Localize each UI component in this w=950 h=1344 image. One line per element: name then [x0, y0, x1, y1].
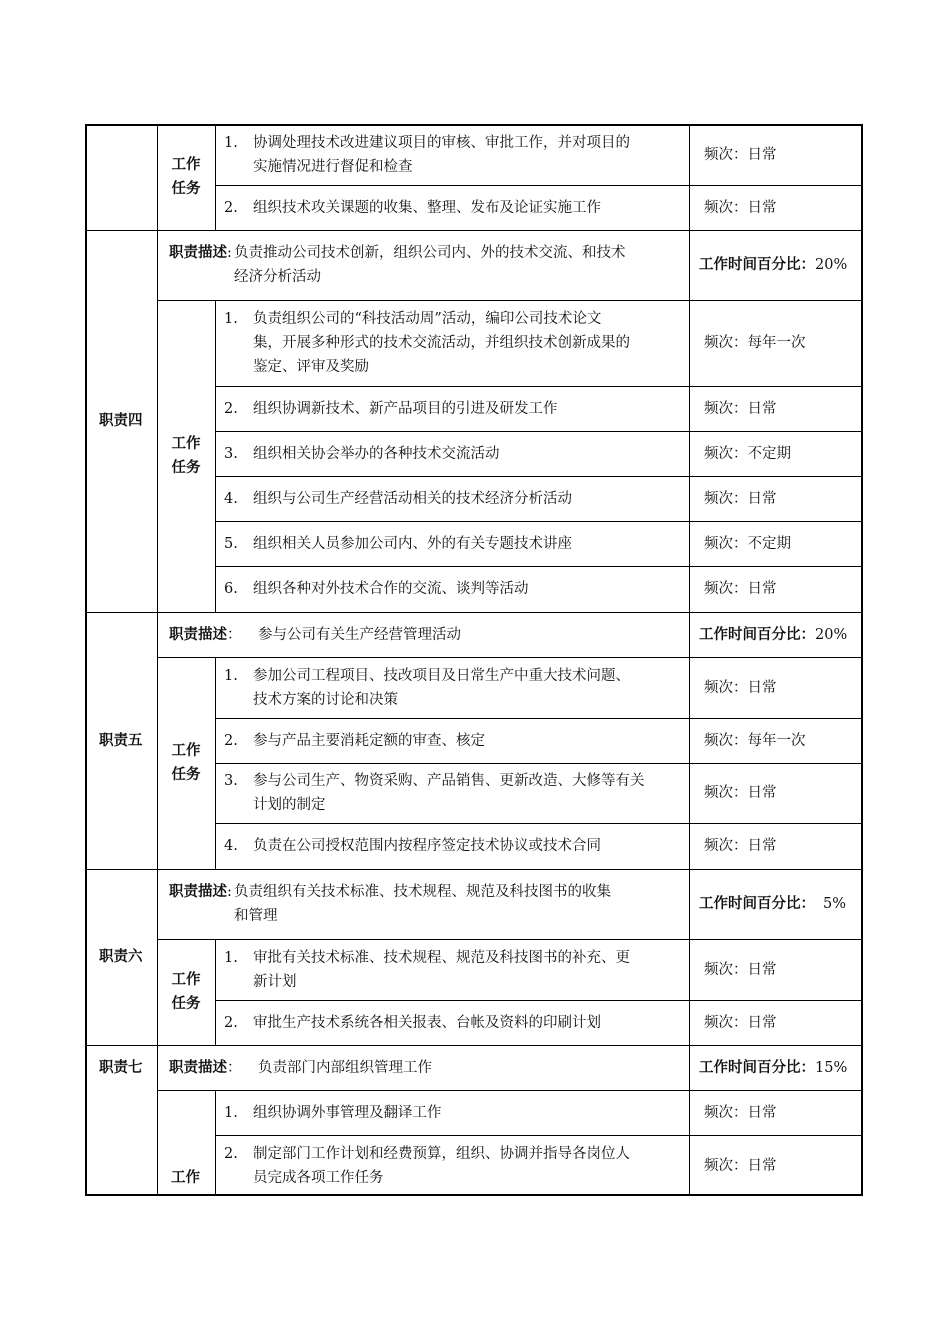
task-frequency: 频次：每年一次: [704, 732, 806, 749]
task-divider: [215, 566, 862, 567]
task-text: 负责在公司授权范围内按程序签定技术协议或技术合同: [253, 838, 601, 854]
task-number: 5.: [224, 535, 238, 552]
desc-label: 职责描述: [169, 883, 227, 900]
task-text: 技术方案的讨论和决策: [253, 691, 398, 708]
duty-title: 职责五: [99, 731, 143, 749]
desc-text: 负责推动公司技术创新，组织公司内、外的技术交流、和技术: [234, 245, 626, 261]
time-percent-value: 20%: [815, 257, 848, 273]
task-frequency: 频次：日常: [704, 785, 777, 801]
task-text: 组织各种对外技术合作的交流、谈判等活动: [253, 581, 529, 597]
tasks-label: 工作: [171, 435, 201, 452]
task-text: 参加公司工程项目、技改项目及日常生产中重大技术问题、: [253, 667, 630, 684]
col-divider-tasklabel: [215, 124, 216, 230]
tasks-label: 工作: [171, 971, 201, 988]
task-frequency: 频次：不定期: [704, 445, 791, 462]
task-frequency: 频次：日常: [704, 1014, 777, 1031]
time-percent-value: 5%: [823, 896, 847, 912]
task-number: 4.: [224, 490, 238, 507]
task-frequency: 频次：每年一次: [704, 335, 806, 351]
task-divider: [215, 185, 862, 186]
tasks-label: 工作: [171, 156, 201, 173]
task-text: 参与公司生产、物资采购、产品销售、更新改造、大修等有关: [253, 773, 645, 789]
duty-title: 职责四: [99, 412, 143, 429]
duty-title: 职责六: [99, 948, 143, 965]
col-divider-percent: [689, 612, 690, 657]
task-text: 组织技术攻关课题的收集、整理、发布及论证实施工作: [253, 199, 601, 216]
tasks-label: 任务: [171, 766, 201, 783]
time-percent-label: 工作时间百分比：: [699, 256, 815, 273]
task-text: 审批有关技术标准、技术规程、规范及科技图书的补充、更: [253, 949, 630, 966]
task-divider: [215, 718, 862, 719]
task-number: 1.: [224, 667, 238, 684]
task-number: 2.: [224, 199, 238, 216]
desc-label: 职责描述: [169, 625, 227, 643]
col-divider-title: [157, 124, 158, 1196]
task-frequency: 频次：日常: [704, 199, 777, 216]
task-number: 2.: [224, 1014, 238, 1031]
desc-separator: :: [227, 884, 232, 900]
col-divider-percent: [689, 869, 690, 939]
task-frequency: 频次：日常: [704, 961, 777, 978]
col-divider-frequency: [689, 939, 690, 1045]
tasks-label: 任务: [171, 459, 201, 476]
desc-text: 负责组织有关技术标准、技术规程、规范及科技图书的收集: [234, 884, 611, 900]
duty-divider: [86, 612, 862, 613]
desc-text: 和管理: [234, 908, 278, 924]
task-divider: [215, 521, 862, 522]
task-text: 鉴定、评审及奖励: [253, 359, 369, 375]
time-percent-label: 工作时间百分比：: [699, 895, 815, 912]
col-divider-tasklabel: [215, 939, 216, 1045]
task-frequency: 频次：日常: [704, 838, 777, 854]
desc-divider: [157, 300, 862, 301]
tasks-label: 工作: [171, 1169, 200, 1186]
task-text: 员完成各项工作任务: [253, 1169, 384, 1186]
task-text: 组织相关人员参加公司内、外的有关专题技术讲座: [253, 535, 572, 552]
task-number: 2.: [224, 1145, 238, 1162]
task-number: 4.: [224, 838, 238, 854]
task-frequency: 频次：日常: [704, 400, 777, 417]
task-divider: [215, 386, 862, 387]
desc-text: 经济分析活动: [234, 269, 321, 285]
task-frequency: 频次：不定期: [704, 535, 791, 552]
desc-label: 职责描述: [169, 1058, 227, 1076]
task-number: 1.: [224, 134, 238, 151]
task-text: 新计划: [253, 973, 297, 990]
desc-divider: [157, 1090, 862, 1091]
task-frequency: 频次：日常: [704, 679, 777, 696]
duty-divider: [86, 230, 862, 231]
task-number: 2.: [224, 732, 238, 749]
time-percent-value: 20%: [815, 626, 848, 643]
task-frequency: 频次：日常: [704, 490, 777, 507]
task-number: 3.: [224, 773, 238, 789]
desc-divider: [157, 939, 862, 940]
task-text: 计划的制定: [253, 797, 326, 813]
col-divider-tasklabel: [215, 1090, 216, 1196]
task-frequency: 频次：日常: [704, 1104, 777, 1121]
task-text: 组织相关协会举办的各种技术交流活动: [253, 445, 500, 462]
task-text: 负责组织公司的“科技活动周”活动，编印公司技术论文: [253, 311, 602, 327]
tasks-label: 任务: [171, 995, 201, 1012]
col-divider-percent: [689, 1045, 690, 1090]
task-text: 实施情况进行督促和检查: [253, 158, 413, 175]
col-divider-percent: [689, 230, 690, 300]
desc-separator: ：: [227, 626, 242, 643]
task-text: 审批生产技术系统各相关报表、台帐及资料的印刷计划: [253, 1014, 601, 1031]
task-frequency: 频次：日常: [704, 581, 777, 597]
task-text: 集，开展多种形式的技术交流活动，并组织技术创新成果的: [253, 335, 630, 351]
task-divider: [215, 763, 862, 764]
task-number: 1.: [224, 949, 238, 966]
desc-label: 职责描述: [169, 244, 227, 261]
task-text: 参与产品主要消耗定额的审查、核定: [253, 732, 485, 749]
desc-separator: ：: [227, 1059, 242, 1076]
task-frequency: 频次：日常: [704, 146, 777, 163]
task-text: 组织协调新技术、新产品项目的引进及研发工作: [253, 400, 558, 417]
time-percent-value: 15%: [815, 1059, 848, 1076]
desc-separator: :: [227, 245, 232, 261]
task-number: 6.: [224, 581, 238, 597]
task-divider: [215, 1135, 862, 1136]
task-number: 1.: [224, 311, 238, 327]
time-percent-label: 工作时间百分比：: [699, 1058, 815, 1076]
task-divider: [215, 431, 862, 432]
col-divider-frequency: [689, 1090, 690, 1196]
task-text: 组织协调外事管理及翻译工作: [253, 1104, 442, 1121]
task-text: 组织与公司生产经营活动相关的技术经济分析活动: [253, 490, 572, 507]
task-frequency: 频次：日常: [704, 1157, 777, 1174]
col-divider-frequency: [689, 124, 690, 230]
task-number: 1.: [224, 1104, 238, 1121]
task-text: 协调处理技术改进建议项目的审核、审批工作，并对项目的: [253, 134, 630, 151]
task-divider: [215, 1000, 862, 1001]
duty-divider: [86, 1045, 862, 1046]
duty-divider: [86, 869, 862, 870]
desc-divider: [157, 657, 862, 658]
tasks-label: 任务: [171, 180, 201, 197]
task-number: 2.: [224, 400, 238, 417]
task-text: 制定部门工作计划和经费预算，组织、协调并指导各岗位人: [253, 1145, 630, 1162]
task-divider: [215, 476, 862, 477]
desc-text: 参与公司有关生产经营管理活动: [258, 626, 461, 643]
tasks-label: 工作: [171, 742, 201, 759]
duty-title: 职责七: [99, 1059, 143, 1076]
desc-text: 负责部门内部组织管理工作: [258, 1059, 432, 1076]
responsibility-table: [85, 124, 863, 1196]
task-divider: [215, 823, 862, 824]
time-percent-label: 工作时间百分比：: [699, 625, 815, 643]
task-number: 3.: [224, 445, 238, 462]
